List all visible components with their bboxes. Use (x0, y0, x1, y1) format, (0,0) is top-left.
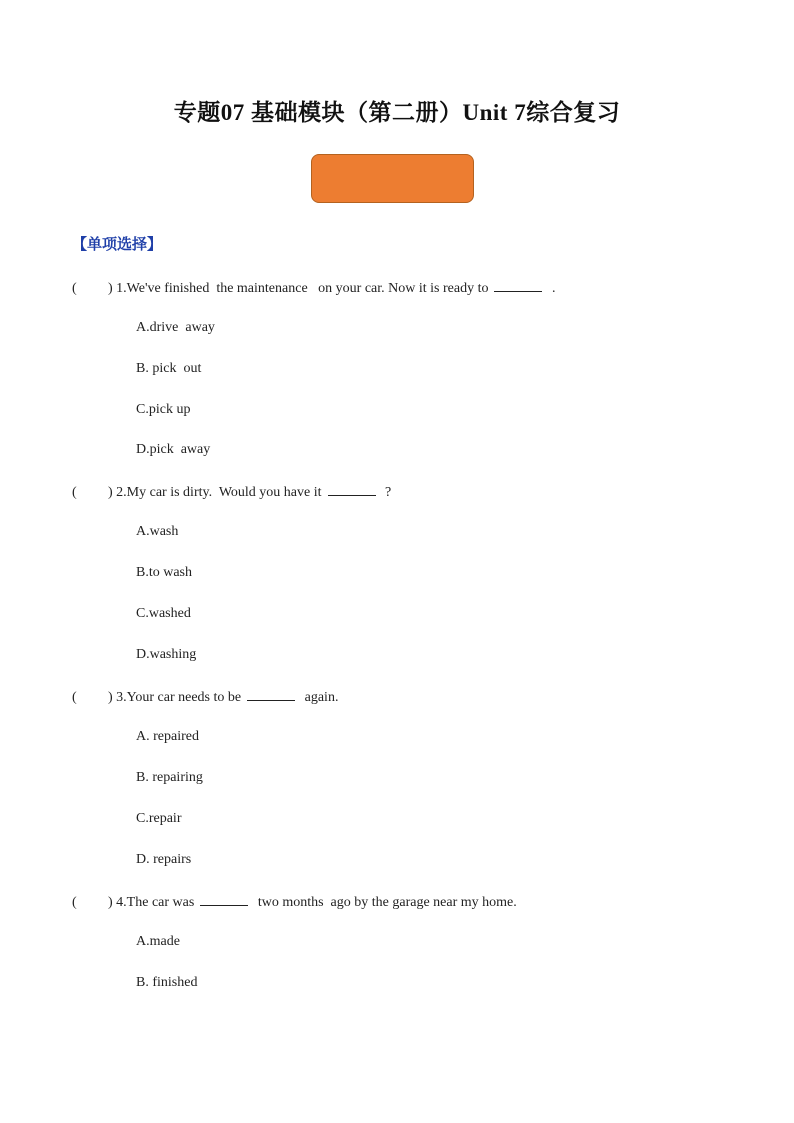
question-1-open-paren: ( (72, 281, 77, 296)
question-2-stem-end: ? (381, 485, 392, 500)
question-4-stem-end: two months ago by the garage near my home. (254, 895, 517, 910)
question-4-stem: 4.The car was (116, 895, 195, 910)
question-1-blank (494, 279, 542, 292)
question-2-option-c: C.washed (136, 606, 191, 621)
question-1-option-c: C.pick up (136, 402, 191, 417)
question-2-close-paren: ) (108, 485, 117, 500)
question-2-blank (328, 483, 376, 496)
question-1-option-d: D.pick away (136, 442, 211, 457)
question-2-stem: 2.My car is dirty. Would you have it (116, 485, 322, 500)
question-4-option-a: A.made (136, 934, 180, 949)
question-3-stem-end: again. (301, 690, 339, 705)
question-2-option-d: D.washing (136, 647, 197, 662)
question-3-option-a: A. repaired (136, 729, 199, 744)
question-3 (72, 688, 338, 706)
question-3-option-b: B. repairing (136, 770, 203, 785)
section-heading: 【单项选择】 (72, 235, 163, 253)
question-1-option-a: A.drive away (136, 320, 215, 335)
question-3-option-c: C.repair (136, 811, 182, 826)
question-4-open-paren: ( (72, 895, 77, 910)
question-2 (72, 483, 391, 501)
question-2-open-paren: ( (72, 485, 77, 500)
orange-banner-box (311, 154, 474, 203)
question-1-stem-end: . (548, 281, 556, 296)
question-1 (72, 279, 555, 297)
question-3-close-paren: ) (108, 690, 117, 705)
question-4 (72, 893, 517, 911)
question-4-option-b: B. finished (136, 975, 198, 990)
question-1-close-paren: ) (108, 281, 117, 296)
question-4-close-paren: ) (108, 895, 117, 910)
question-1-stem: 1.We've finished the maintenance on your car. Now it is ready to (116, 281, 489, 296)
question-3-stem: 3.Your car needs to be (116, 690, 242, 705)
question-2-option-b: B.to wash (136, 565, 192, 580)
question-3-open-paren: ( (72, 690, 77, 705)
question-1-option-b: B. pick out (136, 361, 202, 376)
question-2-option-a: A.wash (136, 524, 179, 539)
question-3-blank (247, 688, 295, 701)
question-4-blank (200, 893, 248, 906)
question-3-option-d: D. repairs (136, 852, 192, 867)
page-title: 专题07 基础模块（第二册）Unit 7综合复习 (173, 100, 621, 125)
